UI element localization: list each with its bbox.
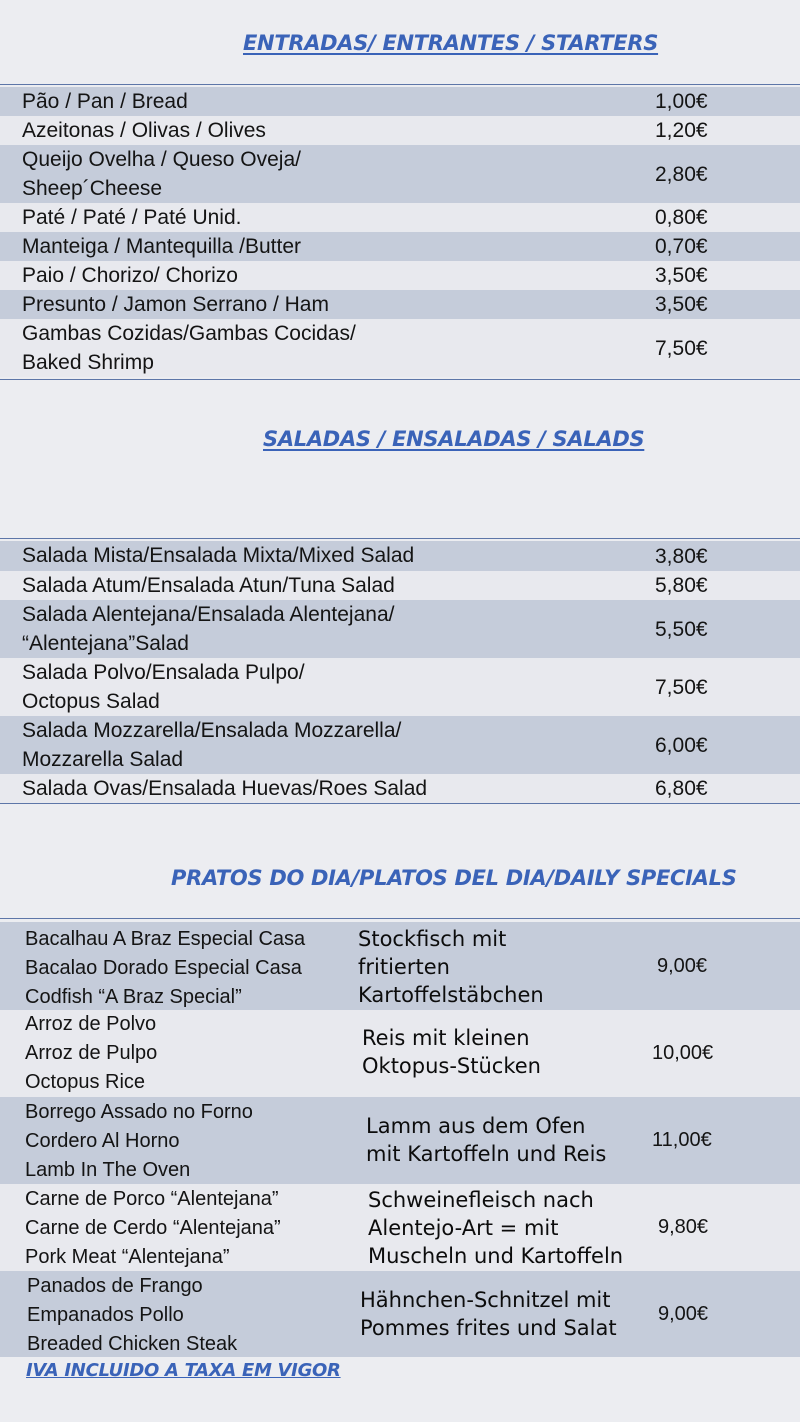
item-price: 3,80€ — [655, 544, 708, 568]
item-price: 3,50€ — [655, 264, 708, 287]
specials-table — [0, 918, 800, 1358]
special-price: 9,00€ — [658, 1302, 709, 1325]
de-line-1: Lamm aus dem Ofen — [366, 1114, 586, 1138]
item-name: Presunto / Jamon Serrano / Ham — [22, 293, 329, 316]
menu-item-row — [0, 319, 800, 377]
item-price: 0,80€ — [655, 206, 708, 229]
de-line-3: Kartoffelstäbchen — [358, 983, 544, 1007]
menu-item-row — [0, 541, 800, 571]
special-name-es: Cordero Al Horno — [25, 1130, 180, 1152]
special-price: 9,00€ — [657, 954, 708, 977]
item-name-line-1: Salada Alentejana/Ensalada Alentejana/ — [22, 603, 395, 626]
item-name-line-1: Gambas Cozidas/Gambas Cocidas/ — [22, 322, 356, 345]
special-row — [0, 1097, 800, 1184]
menu-item-row — [0, 290, 800, 319]
special-description-de — [368, 1186, 623, 1270]
special-name-en: Octopus Rice — [25, 1071, 146, 1093]
special-description-de — [366, 1112, 606, 1168]
menu-item-row — [0, 203, 800, 232]
item-price: 7,50€ — [655, 675, 708, 699]
item-name-line-2: Baked Shrimp — [22, 351, 154, 374]
special-name — [25, 1185, 281, 1272]
special-name-pt: Panados de Frango — [27, 1275, 203, 1297]
menu-item-row — [0, 232, 800, 261]
menu-item-row — [0, 716, 800, 774]
item-price: 0,70€ — [655, 235, 708, 258]
item-name-line-1: Salada Polvo/Ensalada Pulpo/ — [22, 661, 305, 684]
item-name-line-2: “Alentejana”Salad — [22, 632, 189, 655]
de-line-2: Alentejo-Art = mit — [368, 1216, 559, 1240]
menu-item-row — [0, 116, 800, 145]
vat-note: IVA INCLUIDO A TAXA EM VIGOR — [26, 1360, 341, 1381]
item-name: Salada Mista/Ensalada Mixta/Mixed Salad — [22, 544, 415, 567]
item-name — [22, 716, 401, 774]
salads-table — [0, 538, 800, 804]
special-name-pt: Borrego Assado no Forno — [25, 1101, 253, 1123]
special-description-de — [360, 1286, 617, 1342]
menu-item-row — [0, 600, 800, 658]
special-row — [0, 1271, 800, 1357]
special-name-pt: Arroz de Polvo — [25, 1013, 157, 1035]
special-price: 9,80€ — [658, 1216, 709, 1238]
de-line-1: Schweinefleisch nach — [368, 1188, 594, 1212]
starters-heading: ENTRADAS/ ENTRANTES / STARTERS — [243, 31, 659, 55]
de-line-1: Stockfisch mit — [358, 927, 507, 951]
item-name-line-1: Queijo Ovelha / Queso Oveja/ — [22, 148, 301, 171]
special-row — [0, 922, 800, 1010]
special-name — [25, 925, 305, 1012]
special-price: 10,00€ — [652, 1042, 714, 1064]
item-price: 6,00€ — [655, 733, 708, 757]
special-description-de — [362, 1024, 541, 1080]
de-line-2: Oktopus-Stücken — [362, 1054, 541, 1078]
item-price: 7,50€ — [655, 336, 708, 360]
item-price: 2,80€ — [655, 162, 708, 186]
item-price: 1,20€ — [655, 119, 708, 142]
menu-item-row — [0, 261, 800, 290]
menu-item-row — [0, 145, 800, 203]
special-name — [25, 1010, 157, 1097]
special-name-es: Bacalao Dorado Especial Casa — [25, 957, 302, 979]
item-name: Pão / Pan / Bread — [22, 90, 188, 113]
special-name — [25, 1098, 253, 1185]
item-name — [22, 658, 305, 716]
item-name-line-2: Sheep´Cheese — [22, 177, 163, 200]
item-name-line-2: Octopus Salad — [22, 690, 160, 713]
item-name-line-2: Mozzarella Salad — [22, 748, 184, 771]
special-description-de — [358, 925, 544, 1009]
item-name: Paté / Paté / Paté Unid. — [22, 206, 242, 229]
item-price: 6,80€ — [655, 777, 708, 800]
de-line-1: Reis mit kleinen — [362, 1026, 530, 1050]
de-line-1: Hähnchen-Schnitzel mit — [360, 1288, 611, 1312]
special-name-es: Carne de Cerdo “Alentejana” — [25, 1217, 281, 1239]
de-line-3: Muscheln und Kartoffeln — [368, 1244, 624, 1268]
special-row — [0, 1010, 800, 1097]
item-name: Azeitonas / Olivas / Olives — [22, 119, 266, 142]
special-name — [27, 1272, 237, 1359]
item-price: 5,50€ — [655, 617, 708, 641]
special-name-en: Lamb In The Oven — [25, 1159, 191, 1181]
special-name-en: Pork Meat “Alentejana” — [25, 1246, 230, 1268]
menu-item-row — [0, 87, 800, 116]
starters-table — [0, 84, 800, 380]
special-name-es: Empanados Pollo — [27, 1304, 184, 1326]
item-name: Paio / Chorizo/ Chorizo — [22, 264, 238, 287]
item-price: 5,80€ — [655, 574, 708, 597]
menu-item-row — [0, 774, 800, 803]
menu-item-row — [0, 658, 800, 716]
item-name: Manteiga / Mantequilla /Butter — [22, 235, 301, 258]
item-price: 1,00€ — [655, 90, 708, 113]
special-price: 11,00€ — [652, 1129, 712, 1151]
item-price: 3,50€ — [655, 293, 708, 316]
menu-item-row — [0, 571, 800, 600]
special-name-en: Breaded Chicken Steak — [27, 1333, 238, 1355]
de-line-2: mit Kartoffeln und Reis — [366, 1142, 607, 1166]
de-line-2: fritierten — [358, 955, 450, 979]
special-name-es: Arroz de Pulpo — [25, 1042, 158, 1064]
special-name-pt: Bacalhau A Braz Especial Casa — [25, 928, 306, 950]
special-name-en: Codfish “A Braz Special” — [25, 986, 242, 1008]
special-name-pt: Carne de Porco “Alentejana” — [25, 1188, 279, 1210]
item-name-line-1: Salada Mozzarella/Ensalada Mozzarella/ — [22, 719, 402, 742]
item-name — [22, 145, 301, 203]
de-line-2: Pommes frites und Salat — [360, 1316, 617, 1340]
item-name — [22, 600, 394, 658]
item-name: Salada Atum/Ensalada Atun/Tuna Salad — [22, 574, 395, 597]
item-name — [22, 319, 356, 377]
specials-heading: PRATOS DO DIA/PLATOS DEL DIA/DAILY SPECIALS — [171, 866, 737, 890]
item-name: Salada Ovas/Ensalada Huevas/Roes Salad — [22, 777, 428, 800]
special-row — [0, 1184, 800, 1271]
salads-heading: SALADAS / ENSALADAS / SALADS — [263, 427, 645, 451]
